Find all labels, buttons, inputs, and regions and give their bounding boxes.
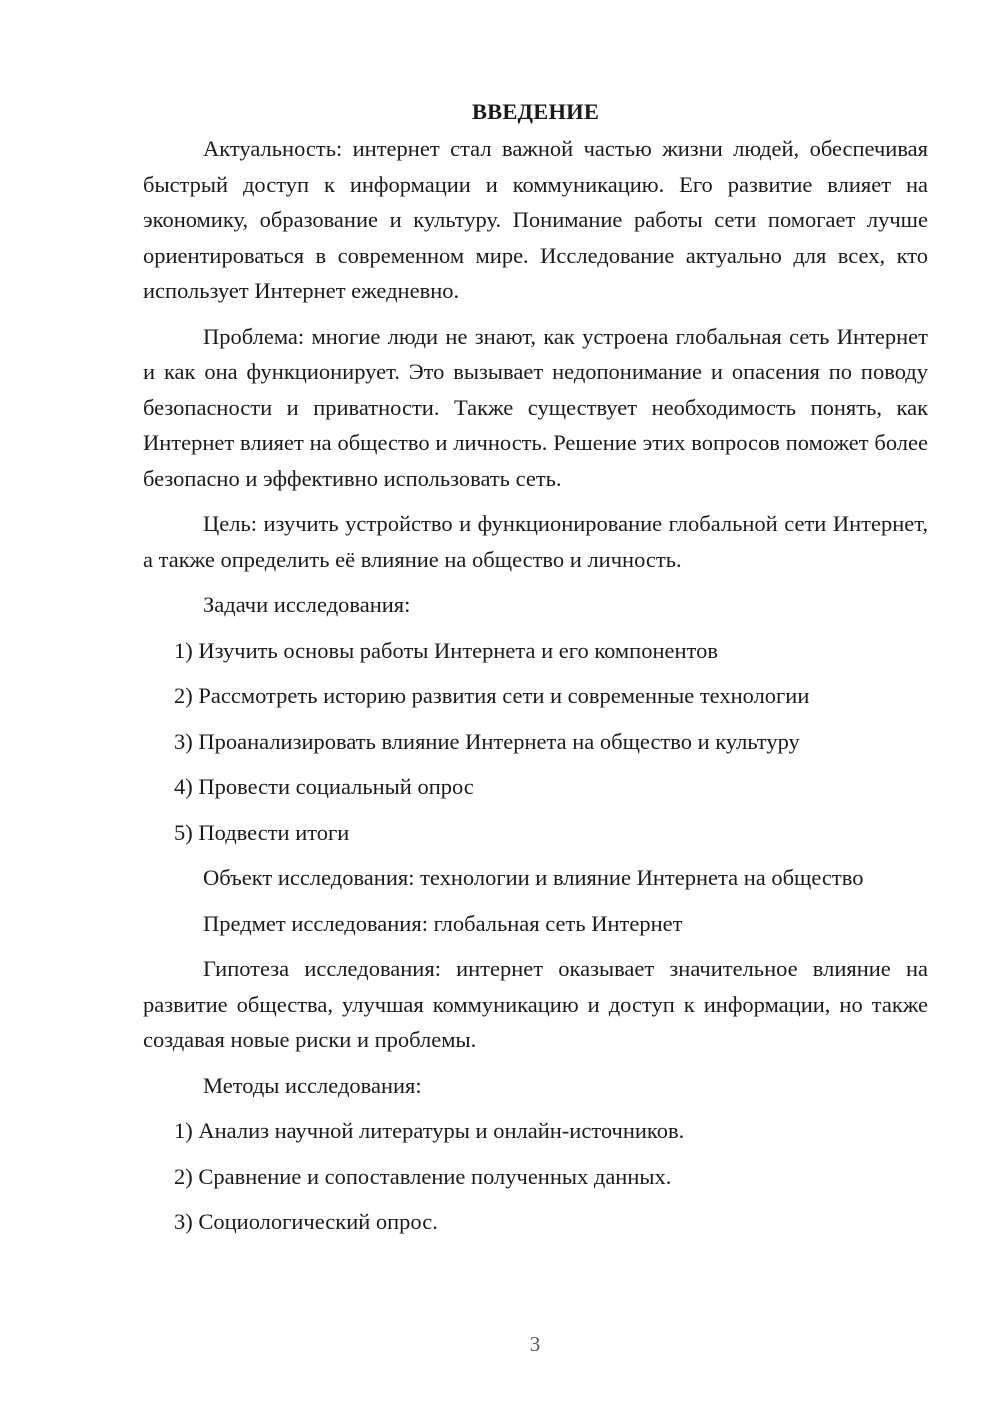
list-item: 3) Проанализировать влияние Интернета на общество и культуру xyxy=(174,728,800,754)
tasks-list xyxy=(143,633,928,851)
list-item: 5) Подвести итоги xyxy=(174,819,350,845)
page-number: 3 xyxy=(529,1332,541,1356)
list-item: 1) Изучить основы работы Интернета и его компонентов xyxy=(174,637,718,663)
relevance-paragraph: Актуальность: интернет стал важной частью жизни людей, обеспечивая быстрый доступ к информации и коммуникацию. Его развитие влияет на экономику, образование и культуру. Понимание работы сети помогает лучше ориентироваться в современном мире. Исследование актуально для всех, кто использует Интернет ежедневно. xyxy=(143,136,928,303)
list-item: 1) Анализ научной литературы и онлайн-источников. xyxy=(174,1118,685,1143)
list-item: 4) Провести социальный опрос xyxy=(174,774,474,799)
subject-paragraph: Предмет исследования: глобальная сеть Интернет xyxy=(203,910,683,936)
goal-paragraph: Цель: изучить устройство и функционирование глобальной сети Интернет, а также определить её влияние на общество и личность. xyxy=(143,511,928,572)
object-paragraph: Объект исследования: технологии и влияние Интернета на общество xyxy=(203,865,864,890)
page-title: ВВЕДЕНИЕ xyxy=(471,99,600,124)
methods-heading: Методы исследования: xyxy=(203,1072,422,1098)
document-page xyxy=(143,96,928,1250)
problem-paragraph: Проблема: многие люди не знают, как устроена глобальная сеть Интернет и как она функционирует. Это вызывает недопонимание и опасения по поводу безопасности и приватности. Также существует необходимость понять, как Интернет влияет на общество и личность. Решение этих вопросов поможет более безопасно и эффективно использовать сеть. xyxy=(143,323,928,491)
list-item: 3) Социологический опрос. xyxy=(174,1209,438,1234)
hypothesis-paragraph: Гипотеза исследования: интернет оказывает значительное влияние на развитие общества, улучшая коммуникацию и доступ к информации, но также создавая новые риски и проблемы. xyxy=(143,956,928,1052)
tasks-heading: Задачи исследования: xyxy=(203,592,411,617)
list-item: 2) Рассмотреть историю развития сети и современные технологии xyxy=(174,683,810,708)
methods-list xyxy=(143,1113,928,1240)
list-item: 2) Сравнение и сопоставление полученных данных. xyxy=(174,1163,672,1189)
